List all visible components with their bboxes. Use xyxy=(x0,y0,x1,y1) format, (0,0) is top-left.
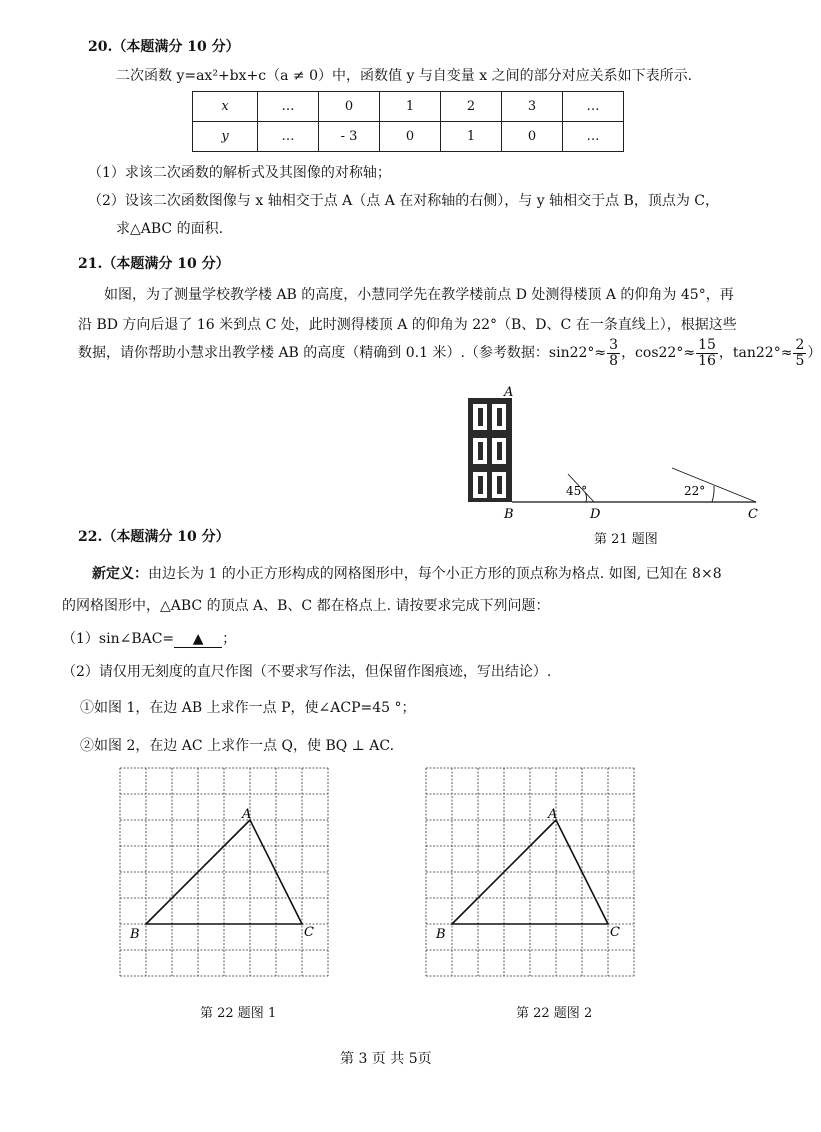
grid-lines xyxy=(120,768,328,976)
table-cell: 2 xyxy=(441,92,502,122)
fraction-denominator: 16 xyxy=(698,352,716,369)
table-cell: 0 xyxy=(502,122,563,152)
fraction-numerator: 15 xyxy=(698,337,716,353)
q20-header: 20.（本题满分 10 分） xyxy=(88,39,240,55)
angle-d-label: 45° xyxy=(566,484,588,498)
table-cell: … xyxy=(563,122,624,152)
q22-def-label: 新定义： xyxy=(92,566,148,582)
q21-line3-text-b: ，cos22°≈ xyxy=(621,345,696,362)
q20-part1: （1）求该二次函数的解析式及其图像的对称轴； xyxy=(88,165,391,181)
point-b-label: B xyxy=(130,927,140,942)
point-a-label: A xyxy=(548,807,558,822)
q22-grid-figure-1 xyxy=(112,760,332,990)
point-b-label: B xyxy=(504,507,514,522)
point-c-label: C xyxy=(610,925,620,940)
q22-figure1-caption: 第 22 题图 1 xyxy=(200,1006,277,1021)
q20-part2-line1: （2）设该二次函数图像与 x 轴相交于点 A（点 A 在对称轴的右侧），与 y 轴相交于点 B，顶点为 C， xyxy=(88,193,719,209)
sin-fraction xyxy=(607,338,620,368)
q22-part1-text: （1）sin∠BAC= xyxy=(62,631,175,647)
point-c-label: C xyxy=(304,925,314,940)
q21-line2: 沿 BD 方向后退了 16 米到点 C 处，此时测得楼顶 A 的仰角为 22°（B、D、C 在一条直线上），根据这些 xyxy=(78,317,737,333)
q22-part1-end: ； xyxy=(222,631,237,647)
q21-figure xyxy=(460,382,770,522)
table-cell: y xyxy=(193,122,258,152)
table-row xyxy=(193,92,624,122)
table-cell: … xyxy=(563,92,624,122)
q22-header: 22.（本题满分 10 分） xyxy=(78,529,230,545)
q22-def-line2: 的网格图形中，△ABC 的顶点 A、B、C 都在格点上. 请按要求完成下列问题： xyxy=(62,598,550,614)
cos-fraction xyxy=(696,338,718,368)
building-icon xyxy=(468,398,512,502)
table-cell: 3 xyxy=(502,92,563,122)
tan-fraction xyxy=(793,338,806,368)
q22-sub2: ②如图 2，在边 AC 上求作一点 Q，使 BQ ⊥ AC. xyxy=(80,738,395,754)
grid-lines xyxy=(426,768,634,976)
q21-line3-text-d: ） xyxy=(807,345,821,362)
table-cell: - 3 xyxy=(319,122,380,152)
q22-part2: （2）请仅用无刻度的直尺作图（不要求写作法，但保留作图痕迹，写出结论）. xyxy=(62,664,552,680)
table-cell: 0 xyxy=(319,92,380,122)
answer-blank: ▲ xyxy=(174,631,222,648)
table-cell: 1 xyxy=(380,92,441,122)
q22-part1 xyxy=(62,628,236,648)
q20-intro: 二次函数 y=ax²+bx+c（a ≠ 0）中，函数值 y 与自变量 x 之间的部分对应关系如下表所示. xyxy=(116,68,693,84)
point-a-label: A xyxy=(242,807,252,822)
q20-value-table xyxy=(192,91,624,152)
table-cell: 0 xyxy=(380,122,441,152)
fraction-numerator: 2 xyxy=(795,337,805,353)
page-footer: 第 3 页 共 5页 xyxy=(340,1051,432,1067)
table-row xyxy=(193,122,624,152)
fraction-denominator: 8 xyxy=(609,352,619,369)
q22-figure2-caption: 第 22 题图 2 xyxy=(516,1006,593,1021)
q21-line1: 如图，为了测量学校教学楼 AB 的高度，小慧同学先在教学楼前点 D 处测得楼顶 A 的仰角为 45°，再 xyxy=(104,287,734,303)
q21-line3-text-a: 数据，请你帮助小慧求出教学楼 AB 的高度（精确到 0.1 米）.（参考数据：sin22°≈ xyxy=(78,345,607,362)
q22-grid-figure-2 xyxy=(418,760,638,990)
q21-header: 21.（本题满分 10 分） xyxy=(78,256,230,272)
fraction-numerator: 3 xyxy=(609,337,619,353)
q22-def-line1 xyxy=(92,563,722,583)
q21-figure-caption: 第 21 题图 xyxy=(594,532,658,547)
point-c-label: C xyxy=(748,507,758,522)
table-cell: … xyxy=(258,122,319,152)
table-cell: … xyxy=(258,92,319,122)
point-b-label: B xyxy=(436,927,446,942)
q21-line3-text-c: ，tan22°≈ xyxy=(718,345,793,362)
q20-part2-line2: 求△ABC 的面积. xyxy=(116,221,224,237)
angle-c-label: 22° xyxy=(684,484,706,498)
point-a-label: A xyxy=(504,385,514,400)
fraction-denominator: 5 xyxy=(795,352,805,369)
point-d-label: D xyxy=(590,507,601,522)
table-cell: x xyxy=(193,92,258,122)
table-cell: 1 xyxy=(441,122,502,152)
q22-sub1: ①如图 1，在边 AB 上求作一点 P，使∠ACP=45 °； xyxy=(80,700,416,716)
angle-arc-c xyxy=(712,486,714,502)
q22-def-text: 由边长为 1 的小正方形构成的网格图形中，每个小正方形的顶点称为格点. 如图, 已知在 8×8 xyxy=(148,566,722,582)
q21-line3 xyxy=(78,338,821,368)
